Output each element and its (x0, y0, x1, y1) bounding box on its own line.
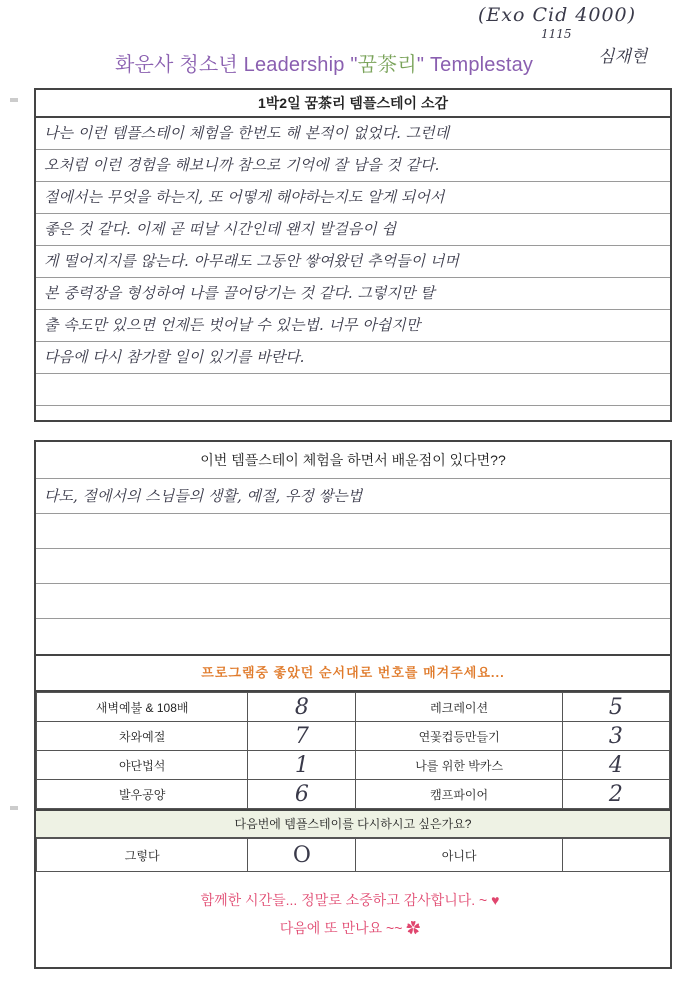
impression-line (36, 406, 670, 438)
program-label: 연꽃컵등만들기 (356, 722, 562, 751)
program-label: 캠프파이어 (356, 780, 562, 809)
program-rank: 7 (248, 722, 356, 751)
learned-answer-line (36, 514, 670, 549)
learned-question: 이번 템플스테이 체험을 하면서 배운점이 있다면?? (36, 442, 670, 479)
no-mark (562, 839, 669, 872)
ranking-row (37, 751, 670, 780)
impression-line: 다음에 다시 참가할 일이 있기를 바란다. (36, 342, 670, 374)
program-label: 야단법석 (37, 751, 248, 780)
no-label: 아니다 (356, 839, 562, 872)
impression-box (34, 88, 672, 422)
author-name: 심재현 (598, 47, 648, 67)
title-emphasis: 꿈茶리 (357, 54, 417, 76)
program-label: 새벽예불 & 108배 (37, 693, 248, 722)
learned-answer-line: 다도, 절에서의 스님들의 생활, 예절, 우정 쌓는법 (36, 479, 670, 514)
program-label: 레크레이션 (356, 693, 562, 722)
heart-icon: ♥ (491, 892, 500, 908)
impression-line: 오처럼 이런 경험을 해보니까 참으로 기억에 잘 남을 것 같다. (36, 150, 670, 182)
learned-answer-line (36, 619, 670, 654)
ranking-row (37, 780, 670, 809)
program-rank: 1 (248, 751, 356, 780)
punch-mark (10, 806, 18, 810)
title-suffix: " Templestay (416, 54, 534, 76)
yes-mark: O (248, 839, 356, 872)
program-label: 나를 위한 박카스 (356, 751, 562, 780)
page-title (115, 48, 533, 77)
top-note: (Exo Cid 4000) (478, 4, 637, 26)
impression-line: 좋은 것 같다. 이제 곧 떠날 시간인데 왠지 발걸음이 쉽 (36, 214, 670, 246)
learned-answer-lines (36, 479, 670, 654)
again-row (37, 839, 670, 872)
ranking-row (37, 693, 670, 722)
program-rank: 6 (248, 780, 356, 809)
impression-lines (36, 118, 670, 438)
impression-line: 게 떨어지지를 않는다. 아무래도 그동안 쌓여왔던 추억들이 너머 (36, 246, 670, 278)
ranking-row (37, 722, 670, 751)
program-rank: 4 (562, 751, 669, 780)
learned-answer-line (36, 549, 670, 584)
impression-line: 나는 이런 템플스테이 체험을 한번도 해 본적이 없었다. 그런데 (36, 118, 670, 150)
program-rank: 8 (248, 693, 356, 722)
punch-mark (10, 98, 18, 102)
program-rank: 5 (562, 693, 669, 722)
title-prefix: 화운사 청소년 Leadership " (115, 54, 358, 76)
again-question: 다음번에 템플스테이를 다시하시고 싶은가요? (36, 809, 670, 838)
ranking-header: 프로그램중 좋았던 순서대로 번호를 매겨주세요... (36, 654, 670, 692)
impression-line: 본 중력장을 형성하여 나를 끌어당기는 것 같다. 그렇지만 탈 (36, 278, 670, 310)
program-label: 차와예절 (37, 722, 248, 751)
page-header (0, 40, 700, 80)
program-rank: 3 (562, 722, 669, 751)
learned-answer-line (36, 584, 670, 619)
again-table (36, 838, 670, 872)
flower-icon: ✿ (406, 920, 421, 936)
see-you-message (0, 918, 700, 938)
yes-label: 그렇다 (37, 839, 248, 872)
impression-line: 출 속도만 있으면 언제든 벗어날 수 있는법. 너무 아쉽지만 (36, 310, 670, 342)
impression-line: 절에서는 무엇을 하는지, 또 어떻게 해야하는지도 알게 되어서 (36, 182, 670, 214)
see-you-text: 다음에 또 만나요 ~~ (279, 920, 403, 936)
program-label: 발우공양 (37, 780, 248, 809)
ranking-table (36, 692, 670, 809)
program-rank: 2 (562, 780, 669, 809)
thanks-text: 함께한 시간들... 정말로 소중하고 감사합니다. ~ (200, 892, 488, 908)
thanks-message (0, 890, 700, 910)
impression-title: 1박2일 꿈茶리 템플스테이 소감 (36, 90, 670, 118)
impression-line (36, 374, 670, 406)
top-number: 1115 (541, 27, 572, 41)
